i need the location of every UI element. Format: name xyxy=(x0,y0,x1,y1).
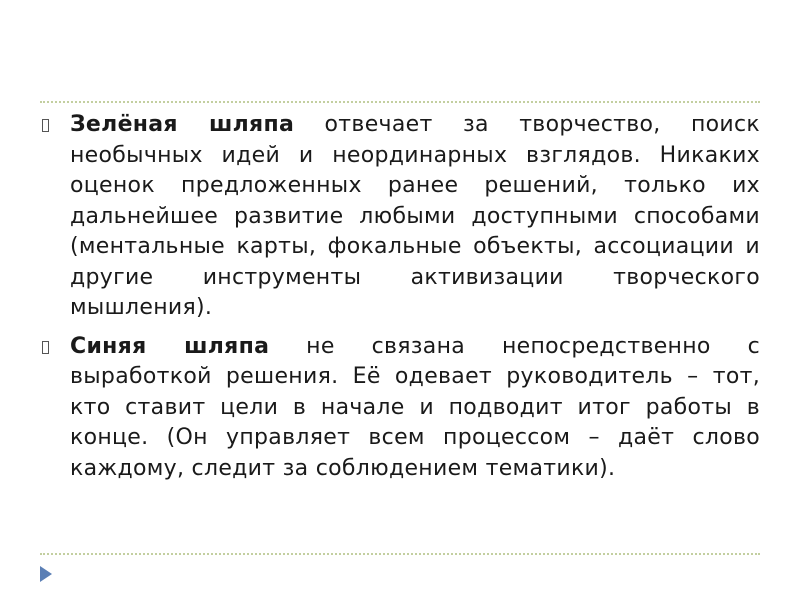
list-item-blue-hat xyxy=(40,332,760,485)
description-green-hat: отвечает за творчество, поиск необычных идей и неординарных взглядов. Никаких оценок предложенных ранее решений, только их дальнейшее развитие любыми доступными способами (ментальные карты, фокальные объекты, ассоциации и другие инструменты активизации творческого мышления). xyxy=(70,112,761,320)
next-slide-arrow-icon[interactable] xyxy=(40,566,52,582)
top-divider xyxy=(40,101,760,103)
bottom-divider xyxy=(40,553,760,555)
term-blue-hat: Синяя шляпа xyxy=(70,333,270,359)
square-bullet-icon xyxy=(42,119,49,132)
list-item-green-hat xyxy=(40,110,760,324)
list-item-text xyxy=(70,110,760,324)
term-green-hat: Зелёная шляпа xyxy=(70,112,295,137)
square-bullet-icon xyxy=(42,341,49,354)
slide-body xyxy=(40,110,760,492)
description-blue-hat: не связана непосредственно с выработкой решения. Её одевает руководитель – тот, кто ставит цели в начале и подводит итог работы в конце. (Он управляет всем процессом – даёт слово каждому, следит за соблюдением тематики). xyxy=(70,333,760,481)
list-item-text xyxy=(70,332,760,485)
